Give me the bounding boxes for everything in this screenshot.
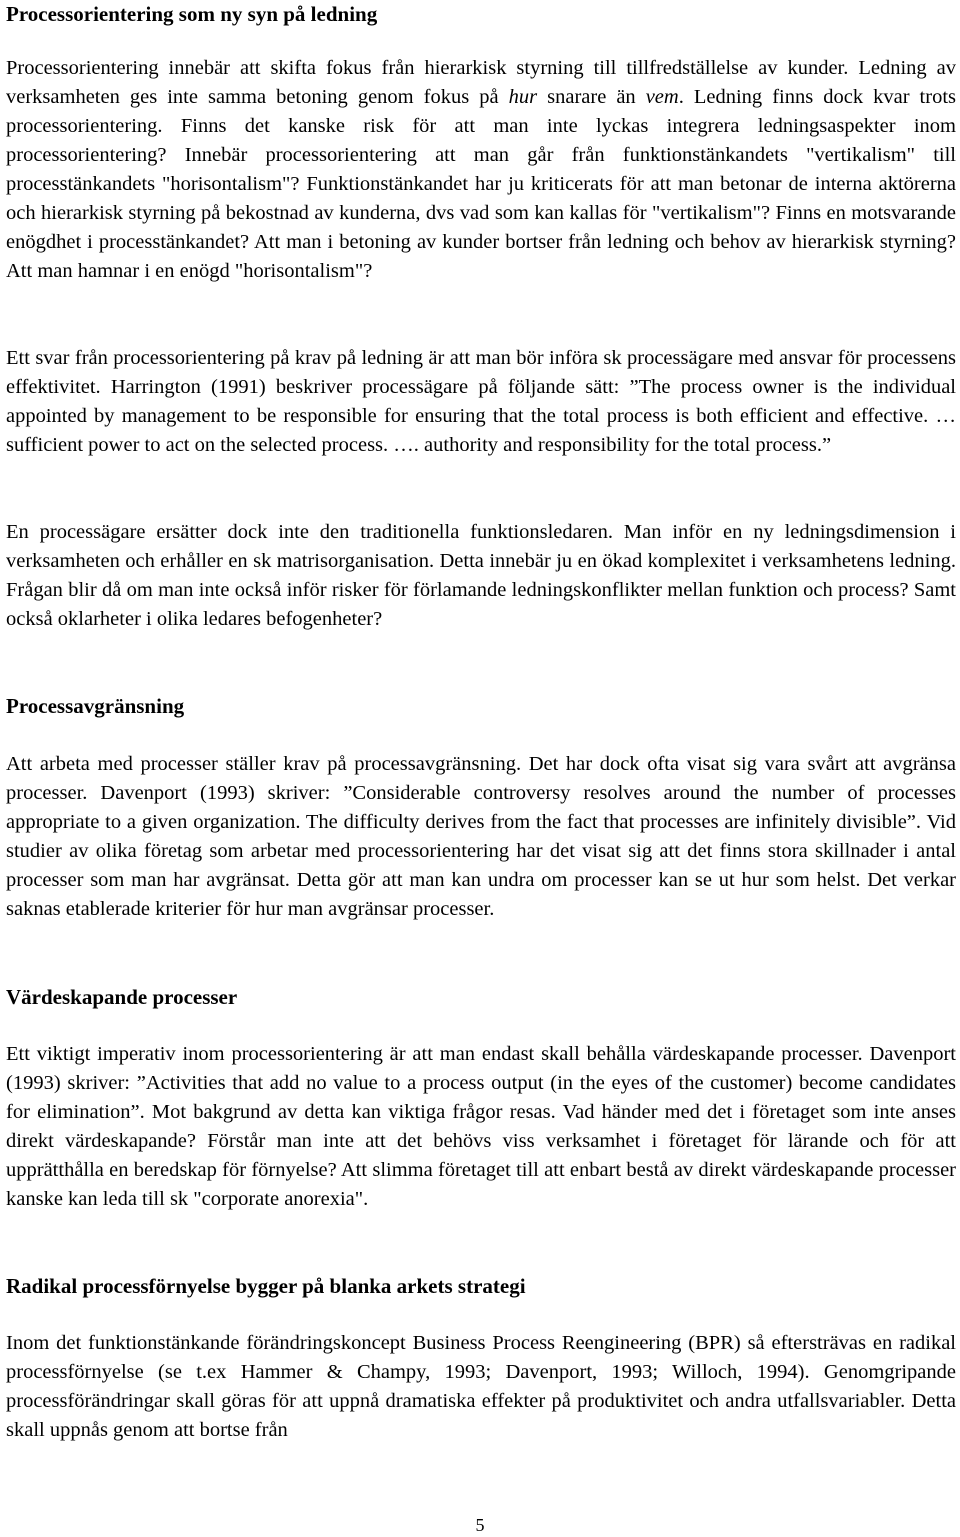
paragraph-4: Att arbeta med processer ställer krav på processavgränsning. Det har dock ofta visat sig vara svårt att avgränsa processer. Davenport (1993) skriver: ”Considerable controversy resolves around the number of processes appropriate to a given organization. The difficulty derives from the fact that processes are infinitely divisible”. Vid studier av olika företag som arbetar med processorientering har det visat sig att det finns stora skillnader i antal processer som man har avgränsat. Detta gör att man kan undra om processer kan se ut hur som helst. Det verkar saknas etablerade kriterier för hur man avgränsar processer. — [6, 753, 956, 920]
paragraph-3: En processägare ersätter dock inte den traditionella funktionsledaren. Man inför en ny ledningsdimension i verksamheten och erhåller en sk matrisorganisation. Detta innebär ju en ökad komplexitet i verksamhetens ledning. Frågan blir då om man inte också inför risker för förlamande ledningskonflikter mellan funktion och process? Samt också oklarheter i olika ledares befogenheter? — [6, 521, 956, 630]
paragraph-6: Inom det funktionstänkande förändringskoncept Business Process Reengineering (BPR) så eftersträvas en radikal processförnyelse (se t.ex Hammer & Champy, 1993; Davenport, 1993; Willoch, 1994). Genomgripande processförändringar skall göras för att uppnå dramatiska effekter på produktivitet och andra utfallsvariabler. Detta skall uppnås genom att bortse från — [6, 1332, 956, 1441]
section-heading-processorientering: Processorientering som ny syn på ledning — [6, 2, 378, 26]
page-number: 5 — [475, 1515, 485, 1535]
paragraph-1-text-c: . Ledning finns dock kvar trots processorientering. Finns det kanske risk för att man inte lyckas integrera ledningsaspekter inom processorientering? Innebär processorientering att man går från funktionstänkandets "vertikalism" till processtänkandets "horisontalism"? Funktionstänkandet har ju kriticerats för att man betonar de interna aktörerna och hierarkisk styrning på bekostnad av kunderna, dvs vad som kan kallas för "vertikalism"? Finns en motsvarande enögdhet i processtänkandet? Att man i betoning av kunder bortser från ledning och behov av hierarkisk styrning? Att man hamnar i en enögd "horisontalism"? — [6, 86, 956, 282]
section-heading-vardeskapande: Värdeskapande processer — [6, 985, 238, 1009]
paragraph-1-text-b: snarare än — [537, 86, 646, 108]
section-heading-processavgransning: Processavgränsning — [6, 694, 185, 718]
emphasis-vem: vem — [645, 86, 679, 108]
paragraph-1-text-a: Processorientering innebär att skifta fokus från hierarkisk styrning till tillfredställelse av kunder. Ledning av verksamheten ges inte samma betoning genom fokus på — [6, 57, 956, 108]
emphasis-hur: hur — [508, 86, 538, 108]
paragraph-5: Ett viktigt imperativ inom processorientering är att man endast skall behålla värdeskapande processer. Davenport (1993) skriver: ”Activities that add no value to a process output (in the eyes of the customer) become candidates for elimination”. Mot bakgrund av detta kan viktiga frågor resas. Vad händer med det i företaget som inte anses direkt värdeskapande? Förstår man inte att det behövs viss verksamhet i företaget för lärande och för att upprätthålla en beredskap för förnyelse? Att slimma företaget till att enbart bestå av direkt värdeskapande processer kanske kan leda till sk "corporate anorexia". — [6, 1043, 956, 1210]
paragraph-2: Ett svar från processorientering på krav på ledning är att man bör införa sk processägare med ansvar för processens effektivitet. Harrington (1991) beskriver processägare på följande sätt: ”The process owner is the individual appointed by management to be responsible for ensuring that the total process is both efficient and effective. … sufficient power to act on the selected process. …. authority and responsibility for the total process.” — [6, 347, 956, 456]
section-heading-radikal: Radikal processförnyelse bygger på blanka arkets strategi — [6, 1274, 526, 1298]
paragraph-1 — [6, 54, 956, 286]
